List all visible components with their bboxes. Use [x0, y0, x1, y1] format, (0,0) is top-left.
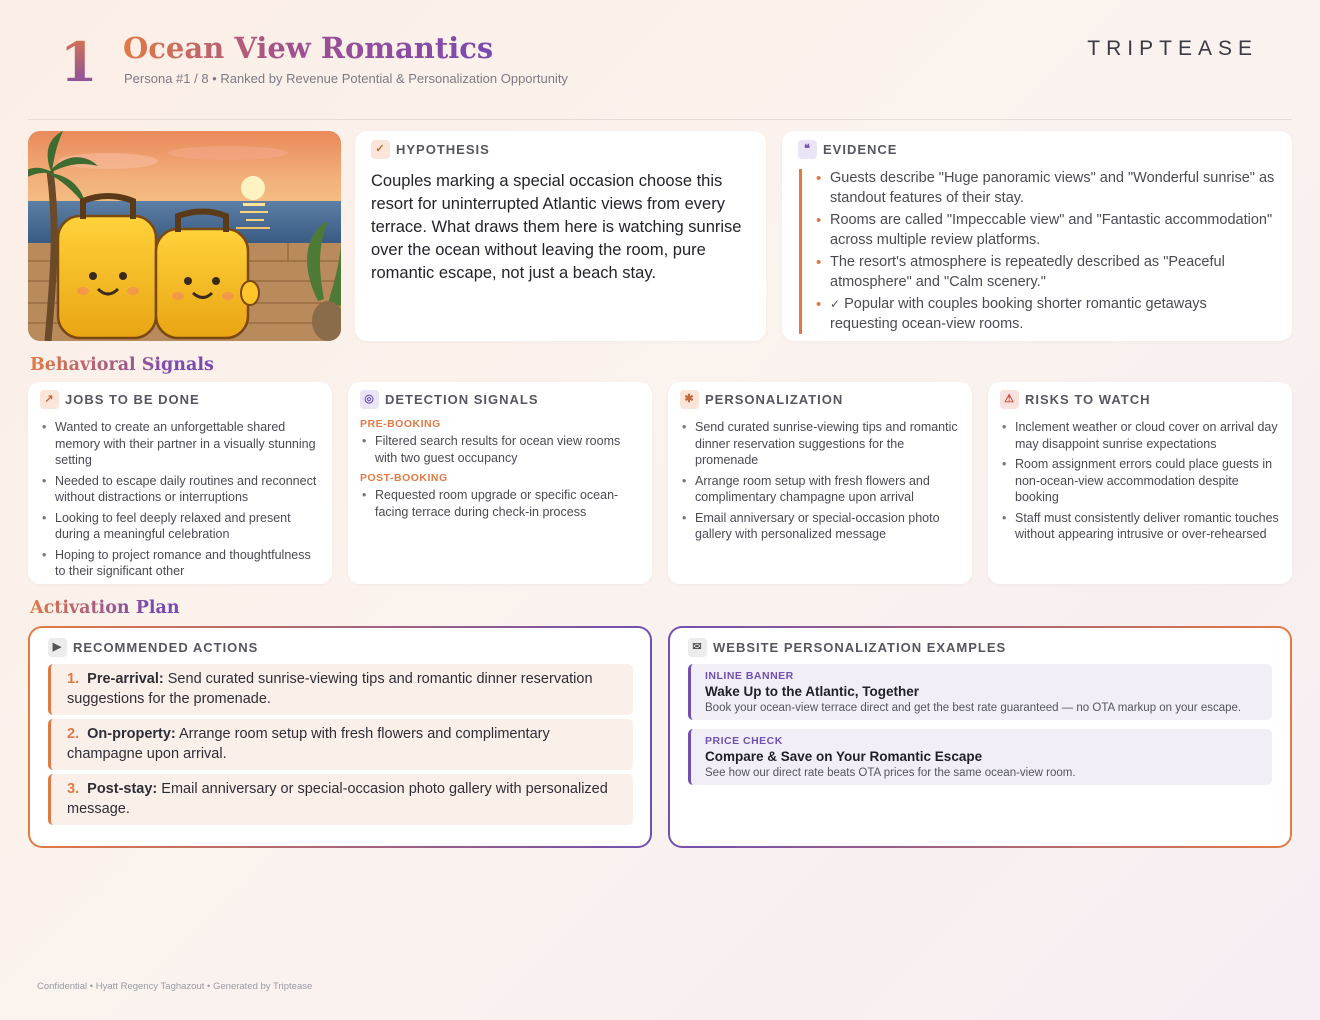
action-phase: Pre-arrival: — [87, 671, 164, 687]
action-text: Arrange room setup with fresh flowers and complimentary champagne upon arrival. — [67, 726, 550, 762]
sparkle-icon: ✱ — [680, 390, 699, 409]
recommended-actions-label: RECOMMENDED ACTIONS — [73, 640, 259, 655]
example-headline: Wake Up to the Atlantic, Together — [705, 684, 920, 699]
risks-header — [1000, 390, 1280, 409]
jobs-list — [40, 419, 320, 580]
persona-illustration — [28, 131, 341, 341]
page-subtitle: Persona #1 / 8 • Ranked by Revenue Potential & Personalization Opportunity — [124, 71, 568, 86]
page-title: Ocean View Romantics — [123, 31, 494, 65]
recommended-actions-inner — [30, 628, 650, 846]
action-number: 2. — [67, 726, 80, 742]
hypothesis-header — [371, 140, 750, 159]
jobs-card — [28, 382, 332, 584]
action-text: Send curated sunrise-viewing tips and romantic dinner reservation suggestions for the promenade. — [67, 671, 593, 707]
website-example — [688, 664, 1272, 720]
evidence-item — [816, 295, 1276, 334]
envelope-icon: ✉ — [688, 638, 707, 657]
checkmark-icon: ✓ — [830, 297, 841, 311]
example-body: See how our direct rate beats OTA prices for the same ocean-view room. — [705, 767, 1076, 779]
jobs-label: JOBS TO BE DONE — [65, 392, 200, 407]
action-number: 3. — [67, 781, 80, 797]
personalization-card — [668, 382, 972, 584]
list-item: • Requested room upgrade or specific ocean-facing terrace during check-in process — [360, 487, 640, 520]
hypothesis-text: Couples marking a special occasion choose this resort for uninterrupted Atlantic views from every terrace. What draws them here is watching sunrise over the ocean without leaving the room, pure romantic escape, not just a beach stay. — [371, 172, 742, 282]
detection-label: DETECTION SIGNALS — [385, 392, 539, 407]
pre-booking-label: PRE-BOOKING — [360, 418, 441, 430]
evidence-list — [799, 169, 1276, 334]
action-item — [48, 774, 633, 825]
evidence-label: EVIDENCE — [823, 142, 898, 157]
evidence-item: • Rooms are called "Impeccable view" and "Fantastic accommodation" across multiple review platforms. — [816, 211, 1276, 250]
post-booking-list — [360, 487, 640, 520]
header-divider — [28, 119, 1292, 120]
example-body: Book your ocean-view terrace direct and get the best rate guaranteed — no OTA markup on your escape. — [705, 702, 1242, 714]
hypothesis-label: HYPOTHESIS — [396, 142, 490, 157]
risks-card — [988, 382, 1292, 584]
recommended-actions-card — [28, 626, 652, 848]
action-item — [48, 664, 633, 715]
example-headline: Compare & Save on Your Romantic Escape — [705, 749, 983, 764]
website-examples-header — [688, 638, 1006, 657]
example-kind: PRICE CHECK — [705, 735, 783, 747]
list-item: • Filtered search results for ocean view rooms with two guest occupancy — [360, 433, 640, 466]
list-item: • Needed to escape daily routines and reconnect without distractions or interruptions — [40, 473, 320, 506]
personalization-list — [680, 419, 960, 543]
brand-logo: TRIPTEASE — [1087, 37, 1258, 60]
list-item: • Email anniversary or special-occasion photo gallery with personalized message — [680, 510, 960, 543]
hypothesis-card — [355, 131, 766, 341]
persona-rank: 1 — [60, 30, 98, 94]
action-item — [48, 719, 633, 770]
list-item: • Room assignment errors could place guests in non-ocean-view accommodation despite booking — [1000, 456, 1280, 506]
pre-booking-list — [360, 433, 640, 466]
list-item: • Hoping to project romance and thoughtfulness to their significant other — [40, 547, 320, 580]
risks-list — [1000, 419, 1280, 543]
risks-label: RISKS TO WATCH — [1025, 392, 1151, 407]
quote-icon: ❝ — [798, 140, 817, 159]
target-icon: ◎ — [360, 390, 379, 409]
action-number: 1. — [67, 671, 80, 687]
detection-header — [360, 390, 640, 409]
play-icon: ▶ — [48, 638, 67, 657]
list-item: • Inclement weather or cloud cover on arrival day may disappoint sunrise expectations — [1000, 419, 1280, 452]
evidence-item: • Guests describe "Huge panoramic views" and "Wonderful sunrise" as standout features of their stay. — [816, 169, 1276, 208]
check-icon: ✓ — [371, 140, 390, 159]
jobs-header — [40, 390, 320, 409]
list-item: • Send curated sunrise-viewing tips and romantic dinner reservation suggestions for the promenade — [680, 419, 960, 469]
page-footer: Confidential • Hyatt Regency Taghazout • Generated by Triptease — [37, 981, 313, 992]
website-examples-card — [668, 626, 1292, 848]
list-item: • Looking to feel deeply relaxed and present during a meaningful celebration — [40, 510, 320, 543]
action-phase: On-property: — [87, 726, 176, 742]
section-title-behavioral: Behavioral Signals — [30, 355, 214, 375]
website-examples-inner — [670, 628, 1290, 846]
evidence-card — [782, 131, 1292, 341]
evidence-header — [798, 140, 1276, 159]
warning-icon: ⚠ — [1000, 390, 1019, 409]
page-header — [0, 0, 1320, 120]
evidence-item-text: Popular with couples booking shorter romantic getaways requesting ocean-view rooms. — [830, 296, 1207, 332]
list-item: • Arrange room setup with fresh flowers and complimentary champagne upon arrival — [680, 473, 960, 506]
arrow-up-right-icon: ↗ — [40, 390, 59, 409]
action-text: Email anniversary or special-occasion photo gallery with personalized message. — [67, 781, 608, 817]
evidence-item: • The resort's atmosphere is repeatedly described as "Peaceful atmosphere" and "Calm scenery." — [816, 253, 1276, 292]
action-phase: Post-stay: — [87, 781, 158, 797]
personalization-header — [680, 390, 960, 409]
personalization-label: PERSONALIZATION — [705, 392, 844, 407]
website-examples-label: WEBSITE PERSONALIZATION EXAMPLES — [713, 640, 1007, 655]
list-item: • Staff must consistently deliver romantic touches without appearing intrusive or over-rehearsed — [1000, 510, 1280, 543]
section-title-activation: Activation Plan — [30, 598, 180, 618]
website-example — [688, 729, 1272, 785]
recommended-actions-header — [48, 638, 258, 657]
list-item: • Wanted to create an unforgettable shared memory with their partner in a visually stunning setting — [40, 419, 320, 469]
post-booking-label: POST-BOOKING — [360, 472, 448, 484]
example-kind: INLINE BANNER — [705, 670, 794, 682]
detection-card — [348, 382, 652, 584]
